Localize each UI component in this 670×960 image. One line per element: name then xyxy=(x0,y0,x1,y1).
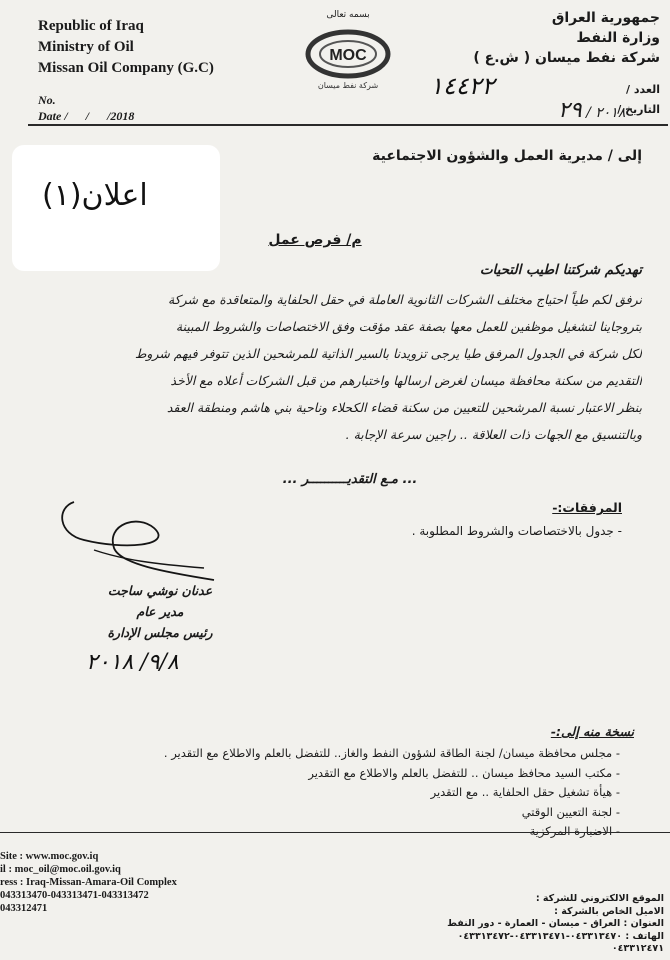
header-en-ref xyxy=(38,92,134,124)
footer-en-email: il : moc_oil@moc.oil.gov.iq xyxy=(0,864,121,875)
basmala: بسمه تعالى xyxy=(326,10,370,20)
copies-item: - الاضبارة المركزية xyxy=(529,824,620,838)
header-en-no-label: No. xyxy=(38,93,56,107)
footer-ar-phone-2: ٠٤٣٣١٢٤٧١ xyxy=(611,943,664,954)
footer-en-site: Site : www.moc.gov.iq xyxy=(0,851,99,862)
copies-title: نسخة منه إلى:- xyxy=(550,724,634,739)
footer-ar-address: العنوان : العراق - ميسان - العمارة - دور النفط xyxy=(447,918,664,929)
greeting: تهديكم شركتنا اطيب التحيات xyxy=(479,262,642,278)
header-en-date-label: Date / / /2018 xyxy=(38,109,135,123)
header-ar-country: جمهورية العراق xyxy=(551,10,660,26)
copies-item: - مجلس محافظة ميسان/ لجنة الطاقة لشؤون النفط والغاز.. للتفضل بالعلم والاطلاع مع التقدير . xyxy=(163,746,620,760)
footer-arabic xyxy=(447,893,664,956)
announcement-label: اعلان(١) xyxy=(42,178,148,213)
signatory-title: مدير عام xyxy=(136,604,184,619)
body-line: بتروجاينا لتشغيل موظفين للعمل معها بصفة عقد مؤقت وفق الاختصاصات والشروط المبينة xyxy=(175,319,642,334)
footer-ar-phone: الهاتف : ٠٤٣٣١٣٤٧٠-٠٤٣٣١٣٤٧١-٠٤٣٣١٣٤٧٢ xyxy=(457,930,664,942)
footer-en-address: ress : Iraq-Missan-Amara-Oil Complex xyxy=(0,877,177,888)
body-line: بنظر الاعتبار نسبة المرشحين للتعيين من سكنة قضاء الكحلاء وناحية بني هاشم ومنطقة العقد xyxy=(166,400,642,415)
signatory-name: عدنان نوشي ساجت xyxy=(107,583,213,598)
signatory-block xyxy=(80,580,240,643)
attachments-item: - جدول بالاختصاصات والشروط المطلوبة . xyxy=(411,524,622,538)
logo-caption: شركة نفط ميسان xyxy=(317,81,379,90)
copies-item: - هيأة تشغيل حقل الحلفاية .. مع التقدير xyxy=(430,785,620,799)
letter-body xyxy=(30,286,642,448)
closing-regards: ... مـع التقديــــــــــر ... xyxy=(282,472,418,487)
body-line: وبالتنسيق مع الجهات ذات العلاقة .. راجين سرعة الإجابة . xyxy=(345,427,642,442)
footer-ar-email: الاميل الخاص بالشركة : xyxy=(554,905,664,917)
body-line: التقديم من سكنة محافظة ميسان لغرض ارسالها واختبارهم من قبل الشركات أعلاه مع الأخذ xyxy=(170,373,642,388)
header-en-country: Republic of Iraq xyxy=(38,18,144,34)
copies-list xyxy=(164,744,620,842)
addressee: إلى / مديرية العمل والشؤون الاجتماعية xyxy=(372,148,642,164)
handwritten-date-year: ٢٠١٨ / xyxy=(586,105,626,121)
header-ar-date-label: التاريخ / xyxy=(617,103,660,116)
footer-english xyxy=(0,850,177,915)
header-english xyxy=(38,16,214,79)
footer-divider xyxy=(0,832,670,833)
footer-en-phone-2: 043312471 xyxy=(0,903,48,914)
footer-ar-site: الموقع الالكتروني للشركة : xyxy=(535,893,664,904)
signature-date: ٩/٨/ ٢٠١٨ xyxy=(86,650,179,675)
logo-text: MOC xyxy=(329,47,367,64)
footer-en-phone: 043313470-043313471-043313472 xyxy=(0,890,149,901)
attachments-title: المرفقات:- xyxy=(552,500,622,515)
handwritten-signature xyxy=(54,494,224,586)
handwritten-date-day: ٢٩ xyxy=(558,98,582,123)
header-divider xyxy=(28,124,668,126)
header-ar-number-label: العدد / xyxy=(626,83,660,96)
header-en-ministry: Ministry of Oil xyxy=(38,39,134,55)
header-ar-company: شركة نفط ميسان ( ش.ع ) xyxy=(473,50,660,66)
signatory-title-board: رئيس مجلس الإدارة xyxy=(107,625,213,640)
subject: م/ فرص عمل xyxy=(268,232,362,248)
company-logo xyxy=(300,24,396,94)
handwritten-date xyxy=(540,98,625,123)
body-line: نرفق لكم طياً احتياج مختلف الشركات الثانوية العاملة في حقل الحلفاية والمتعاقدة مع شركة xyxy=(167,292,642,307)
header-arabic xyxy=(473,8,660,68)
copies-item: - مكتب السيد محافظ ميسان .. للتفضل بالعلم والاطلاع مع التقدير xyxy=(308,765,620,780)
handwritten-number: ١٤٤٢٢ xyxy=(430,72,495,100)
header-ar-ministry: وزارة النفط xyxy=(576,30,660,46)
header-en-company: Missan Oil Company (G.C) xyxy=(38,60,214,76)
copies-item: - لجنة التعيين الوقتي xyxy=(521,804,620,819)
body-line: لكل شركة في الجدول المرفق طيا يرجى تزويدنا بالسير الذاتية للمرشحين الذين تتوفر فيهم شروط xyxy=(134,346,642,361)
